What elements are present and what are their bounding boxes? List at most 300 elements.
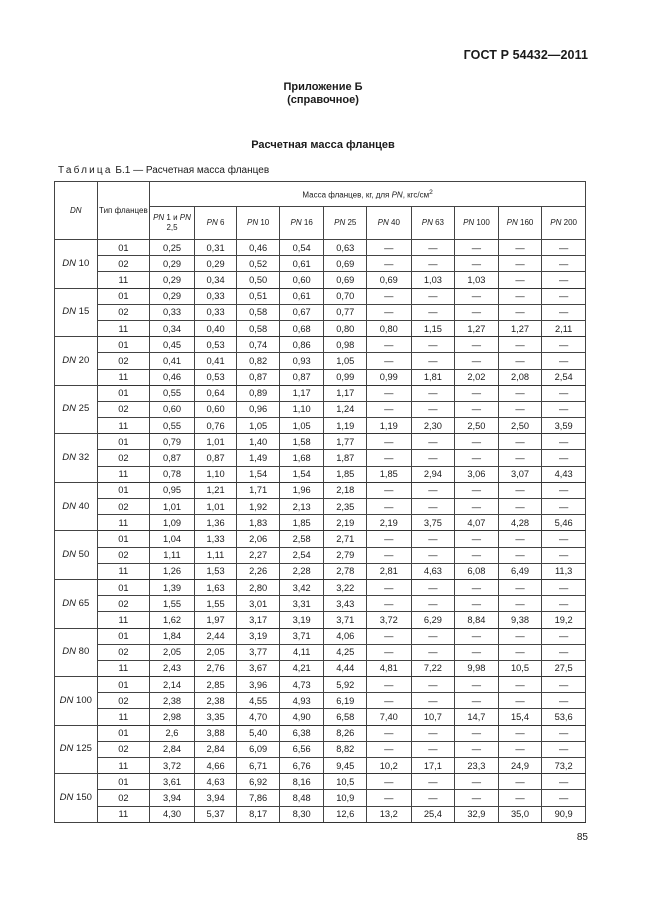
mass-cell: 4,63 [194,774,237,790]
table-row [55,288,586,304]
mass-cell: 2,58 [279,531,324,547]
table-row [55,515,586,531]
type-cell: 11 [97,272,150,288]
mass-cell: 13,2 [367,806,412,822]
mass-cell: 3,31 [279,596,324,612]
mass-cell: 0,99 [324,369,367,385]
mass-cell: — [411,337,455,353]
mass-cell: 1,87 [324,450,367,466]
mass-cell: 0,70 [324,288,367,304]
mass-cell: 1,10 [279,401,324,417]
mass-cell: 1,68 [279,450,324,466]
mass-cell: — [411,499,455,515]
table-row [55,272,586,288]
mass-cell: 6,76 [279,758,324,774]
mass-cell: — [455,774,499,790]
mass-cell: 2,81 [367,563,412,579]
type-cell: 02 [97,790,150,806]
mass-cell: — [498,434,542,450]
mass-cell: — [498,693,542,709]
mass-cell: 6,92 [237,774,280,790]
mass-cell: 27,5 [542,660,586,676]
mass-cell: 4,07 [455,515,499,531]
mass-cell: 0,54 [279,240,324,256]
mass-cell: — [542,579,586,595]
mass-cell: — [455,725,499,741]
mass-cell: 4,81 [367,660,412,676]
mass-cell: — [367,579,412,595]
mass-cell: 1,01 [194,434,237,450]
table-row [55,337,586,353]
mass-cell: — [367,434,412,450]
mass-cell: 2,98 [150,709,195,725]
mass-cell: 4,06 [324,628,367,644]
mass-cell: 8,84 [455,612,499,628]
mass-cell: 7,40 [367,709,412,725]
mass-cell: 6,56 [279,741,324,757]
mass-cell: 10,2 [367,758,412,774]
type-cell: 11 [97,466,150,482]
table-row [55,466,586,482]
mass-cell: 1,05 [237,418,280,434]
mass-cell: — [455,547,499,563]
dn-cell: DN 15 [55,288,98,337]
table-row [55,563,586,579]
mass-cell: 1,85 [367,466,412,482]
mass-cell: 6,58 [324,709,367,725]
mass-cell: 8,82 [324,741,367,757]
table-row [55,579,586,595]
mass-cell: — [498,304,542,320]
mass-cell: 0,29 [150,272,195,288]
mass-cell: 1,71 [237,482,280,498]
page-number: 85 [576,832,588,843]
mass-cell: 24,9 [498,758,542,774]
mass-cell: — [498,288,542,304]
mass-cell: — [367,385,412,401]
mass-cell: 0,93 [279,353,324,369]
mass-cell: 1,04 [150,531,195,547]
type-cell: 11 [97,320,150,336]
mass-cell: 1,40 [237,434,280,450]
mass-cell: 1,03 [411,272,455,288]
mass-cell: — [455,531,499,547]
mass-cell: 1,36 [194,515,237,531]
mass-cell: — [455,677,499,693]
mass-cell: 1,26 [150,563,195,579]
type-cell: 11 [97,612,150,628]
table-row [55,434,586,450]
mass-cell: 2,05 [194,644,237,660]
type-cell: 11 [97,660,150,676]
header-pn-col: PN 25 [324,207,367,240]
mass-cell: 2,27 [237,547,280,563]
mass-cell: 1,01 [150,499,195,515]
mass-cell: — [455,596,499,612]
mass-cell: 4,43 [542,466,586,482]
mass-cell: 4,28 [498,515,542,531]
mass-cell: 0,87 [237,369,280,385]
mass-cell: 4,63 [411,563,455,579]
mass-cell: — [455,579,499,595]
mass-cell: — [455,644,499,660]
mass-cell: 0,79 [150,434,195,450]
mass-cell: — [455,628,499,644]
table-row [55,450,586,466]
mass-cell: 1,19 [367,418,412,434]
mass-cell: — [455,482,499,498]
mass-cell: 10,7 [411,709,455,725]
type-cell: 11 [97,369,150,385]
mass-cell: — [542,725,586,741]
mass-cell: — [498,401,542,417]
mass-cell: 2,26 [237,563,280,579]
mass-cell: 0,87 [279,369,324,385]
mass-cell: — [455,256,499,272]
mass-cell: — [455,304,499,320]
type-cell: 11 [97,563,150,579]
mass-cell: 4,66 [194,758,237,774]
mass-cell: 5,92 [324,677,367,693]
mass-cell: 1,27 [498,320,542,336]
table-row [55,644,586,660]
mass-cell: 3,88 [194,725,237,741]
mass-cell: 1,11 [194,547,237,563]
mass-cell: 2,79 [324,547,367,563]
mass-cell: — [498,774,542,790]
mass-cell: — [498,628,542,644]
mass-cell: 2,84 [150,741,195,757]
mass-cell: 3,71 [279,628,324,644]
mass-cell: 0,55 [150,418,195,434]
type-cell: 11 [97,418,150,434]
table-row [55,774,586,790]
mass-cell: 0,53 [194,337,237,353]
mass-cell: 0,78 [150,466,195,482]
mass-cell: 0,25 [150,240,195,256]
mass-cell: — [498,579,542,595]
mass-cell: 10,9 [324,790,367,806]
mass-cell: 0,46 [150,369,195,385]
mass-cell: — [455,240,499,256]
table-row [55,418,586,434]
mass-cell: 1,96 [279,482,324,498]
mass-cell: — [542,547,586,563]
mass-cell: 6,49 [498,563,542,579]
mass-cell: 0,46 [237,240,280,256]
mass-cell: — [411,450,455,466]
mass-cell: — [498,531,542,547]
dn-cell: DN 80 [55,628,98,677]
mass-cell: 1,63 [194,579,237,595]
mass-cell: 0,89 [237,385,280,401]
mass-cell: — [455,450,499,466]
mass-cell: 0,68 [279,320,324,336]
mass-cell: 10,5 [498,660,542,676]
mass-cell: 0,60 [150,401,195,417]
mass-cell: 1,05 [279,418,324,434]
type-cell: 02 [97,304,150,320]
mass-cell: — [367,531,412,547]
type-cell: 02 [97,353,150,369]
mass-cell: 4,70 [237,709,280,725]
type-cell: 02 [97,596,150,612]
table-caption [58,165,269,176]
mass-cell: 0,69 [367,272,412,288]
type-cell: 02 [97,401,150,417]
mass-cell: 2,38 [150,693,195,709]
table-row [55,320,586,336]
table-row [55,709,586,725]
mass-cell: 3,75 [411,515,455,531]
mass-cell: 9,38 [498,612,542,628]
mass-cell: 1,55 [194,596,237,612]
mass-cell: 0,51 [237,288,280,304]
type-cell: 02 [97,450,150,466]
mass-cell: 0,69 [324,272,367,288]
mass-cell: 3,96 [237,677,280,693]
type-cell: 01 [97,434,150,450]
mass-cell: — [542,790,586,806]
mass-cell: 3,22 [324,579,367,595]
type-cell: 01 [97,288,150,304]
mass-cell: 6,38 [279,725,324,741]
table-row [55,547,586,563]
dn-cell: DN 100 [55,677,98,726]
table-row [55,806,586,822]
mass-cell: — [542,693,586,709]
mass-cell: — [367,401,412,417]
mass-cell: — [498,385,542,401]
mass-cell: — [411,353,455,369]
mass-cell: 0,80 [367,320,412,336]
mass-cell: 0,55 [150,385,195,401]
table-row [55,240,586,256]
mass-cell: 3,67 [237,660,280,676]
mass-cell: 1,54 [279,466,324,482]
type-cell: 11 [97,758,150,774]
mass-cell: — [367,547,412,563]
mass-cell: 2,08 [498,369,542,385]
mass-cell: 2,84 [194,741,237,757]
mass-cell: 1,55 [150,596,195,612]
mass-cell: 2,76 [194,660,237,676]
mass-cell: — [367,790,412,806]
mass-cell: 0,40 [194,320,237,336]
mass-cell: 2,30 [411,418,455,434]
mass-cell: 53,6 [542,709,586,725]
mass-cell: — [498,725,542,741]
mass-cell: 3,71 [324,612,367,628]
mass-cell: — [455,790,499,806]
mass-cell: — [411,240,455,256]
mass-cell: 4,30 [150,806,195,822]
header-pn-col: PN 6 [194,207,237,240]
mass-cell: — [367,450,412,466]
header-flange-type: Тип фланцев [97,182,150,240]
mass-cell: 1,10 [194,466,237,482]
mass-cell: 90,9 [542,806,586,822]
type-cell: 01 [97,337,150,353]
mass-cell: 4,93 [279,693,324,709]
mass-cell: 0,87 [194,450,237,466]
mass-cell: 1,39 [150,579,195,595]
mass-cell: — [367,693,412,709]
appendix-heading [0,81,646,107]
table-row [55,369,586,385]
mass-cell: 5,37 [194,806,237,822]
mass-cell: — [367,628,412,644]
mass-cell: 0,31 [194,240,237,256]
mass-cell: 1,27 [455,320,499,336]
mass-cell: — [542,304,586,320]
mass-cell: — [367,499,412,515]
mass-cell: 19,2 [542,612,586,628]
mass-cell: 3,17 [237,612,280,628]
mass-cell: 15,4 [498,709,542,725]
mass-cell: 0,29 [150,288,195,304]
mass-cell: 3,94 [194,790,237,806]
type-cell: 02 [97,256,150,272]
appendix-note: (справочное) [287,94,359,106]
mass-cell: 0,74 [237,337,280,353]
header-pn-col: PN 200 [542,207,586,240]
mass-cell: 0,86 [279,337,324,353]
mass-cell: 2,50 [455,418,499,434]
dn-cell: DN 125 [55,725,98,774]
mass-cell: — [411,596,455,612]
mass-cell: — [542,256,586,272]
mass-cell: — [367,353,412,369]
mass-cell: 1,24 [324,401,367,417]
mass-cell: 35,0 [498,806,542,822]
type-cell: 01 [97,240,150,256]
type-cell: 01 [97,774,150,790]
mass-cell: — [542,353,586,369]
header-pn-col: PN 160 [498,207,542,240]
mass-cell: 1,11 [150,547,195,563]
mass-cell: — [498,790,542,806]
mass-cell: — [367,337,412,353]
mass-cell: 0,60 [194,401,237,417]
mass-cell: 1,09 [150,515,195,531]
mass-cell: — [455,401,499,417]
mass-cell: 6,08 [455,563,499,579]
type-cell: 01 [97,531,150,547]
table-row [55,482,586,498]
mass-cell: 3,77 [237,644,280,660]
mass-cell: 2,05 [150,644,195,660]
mass-cell: 2,85 [194,677,237,693]
table-caption-text: Б.1 — Расчетная масса фланцев [115,165,270,176]
mass-cell: — [411,531,455,547]
mass-cell: 0,29 [150,256,195,272]
mass-cell: — [498,499,542,515]
mass-cell: — [455,499,499,515]
mass-cell: — [542,401,586,417]
mass-cell: — [411,677,455,693]
mass-cell: 0,63 [324,240,367,256]
mass-cell: — [367,677,412,693]
table-row [55,628,586,644]
table-row [55,353,586,369]
mass-cell: 0,34 [150,320,195,336]
mass-cell: — [367,240,412,256]
table-row [55,385,586,401]
table-row [55,790,586,806]
mass-cell: — [498,353,542,369]
mass-cell: 7,22 [411,660,455,676]
mass-cell: — [498,272,542,288]
mass-cell: 25,4 [411,806,455,822]
mass-cell: — [411,547,455,563]
mass-cell: 1,85 [324,466,367,482]
mass-cell: 2,02 [455,369,499,385]
mass-cell: 1,53 [194,563,237,579]
mass-cell: 2,54 [542,369,586,385]
mass-cell: 2,13 [279,499,324,515]
mass-cell: — [498,482,542,498]
mass-cell: — [367,596,412,612]
mass-cell: 3,94 [150,790,195,806]
mass-cell: 5,46 [542,515,586,531]
mass-cell: — [542,482,586,498]
mass-cell: 0,52 [237,256,280,272]
mass-cell: 4,73 [279,677,324,693]
mass-cell: 0,41 [150,353,195,369]
mass-cell: — [367,774,412,790]
mass-cell: — [498,741,542,757]
mass-cell: — [367,482,412,498]
mass-cell: 4,90 [279,709,324,725]
mass-cell: — [455,337,499,353]
type-cell: 01 [97,579,150,595]
type-cell: 02 [97,499,150,515]
mass-cell: 2,50 [498,418,542,434]
mass-cell: — [498,450,542,466]
mass-cell: 1,81 [411,369,455,385]
mass-cell: 3,35 [194,709,237,725]
mass-cell: 7,86 [237,790,280,806]
mass-cell: 0,41 [194,353,237,369]
mass-cell: — [411,256,455,272]
mass-cell: 1,84 [150,628,195,644]
mass-cell: — [542,288,586,304]
header-pn-col: PN 1 и PN 2,5 [150,207,195,240]
mass-cell: 1,33 [194,531,237,547]
mass-cell: 3,07 [498,466,542,482]
mass-cell: 0,53 [194,369,237,385]
header-pn-col: PN 100 [455,207,499,240]
mass-cell: 1,77 [324,434,367,450]
header-pn-col: PN 10 [237,207,280,240]
mass-cell: 3,72 [367,612,412,628]
dn-cell: DN 25 [55,385,98,434]
type-cell: 11 [97,806,150,822]
mass-cell: 0,98 [324,337,367,353]
dn-cell: DN 40 [55,482,98,531]
type-cell: 02 [97,547,150,563]
mass-cell: — [455,385,499,401]
mass-cell: — [542,272,586,288]
standard-number: ГОСТ Р 54432—2011 [463,48,588,62]
mass-cell: 0,50 [237,272,280,288]
mass-cell: 0,87 [150,450,195,466]
mass-cell: 8,16 [279,774,324,790]
header-pn-col: PN 16 [279,207,324,240]
mass-cell: 4,21 [279,660,324,676]
mass-cell: — [542,337,586,353]
